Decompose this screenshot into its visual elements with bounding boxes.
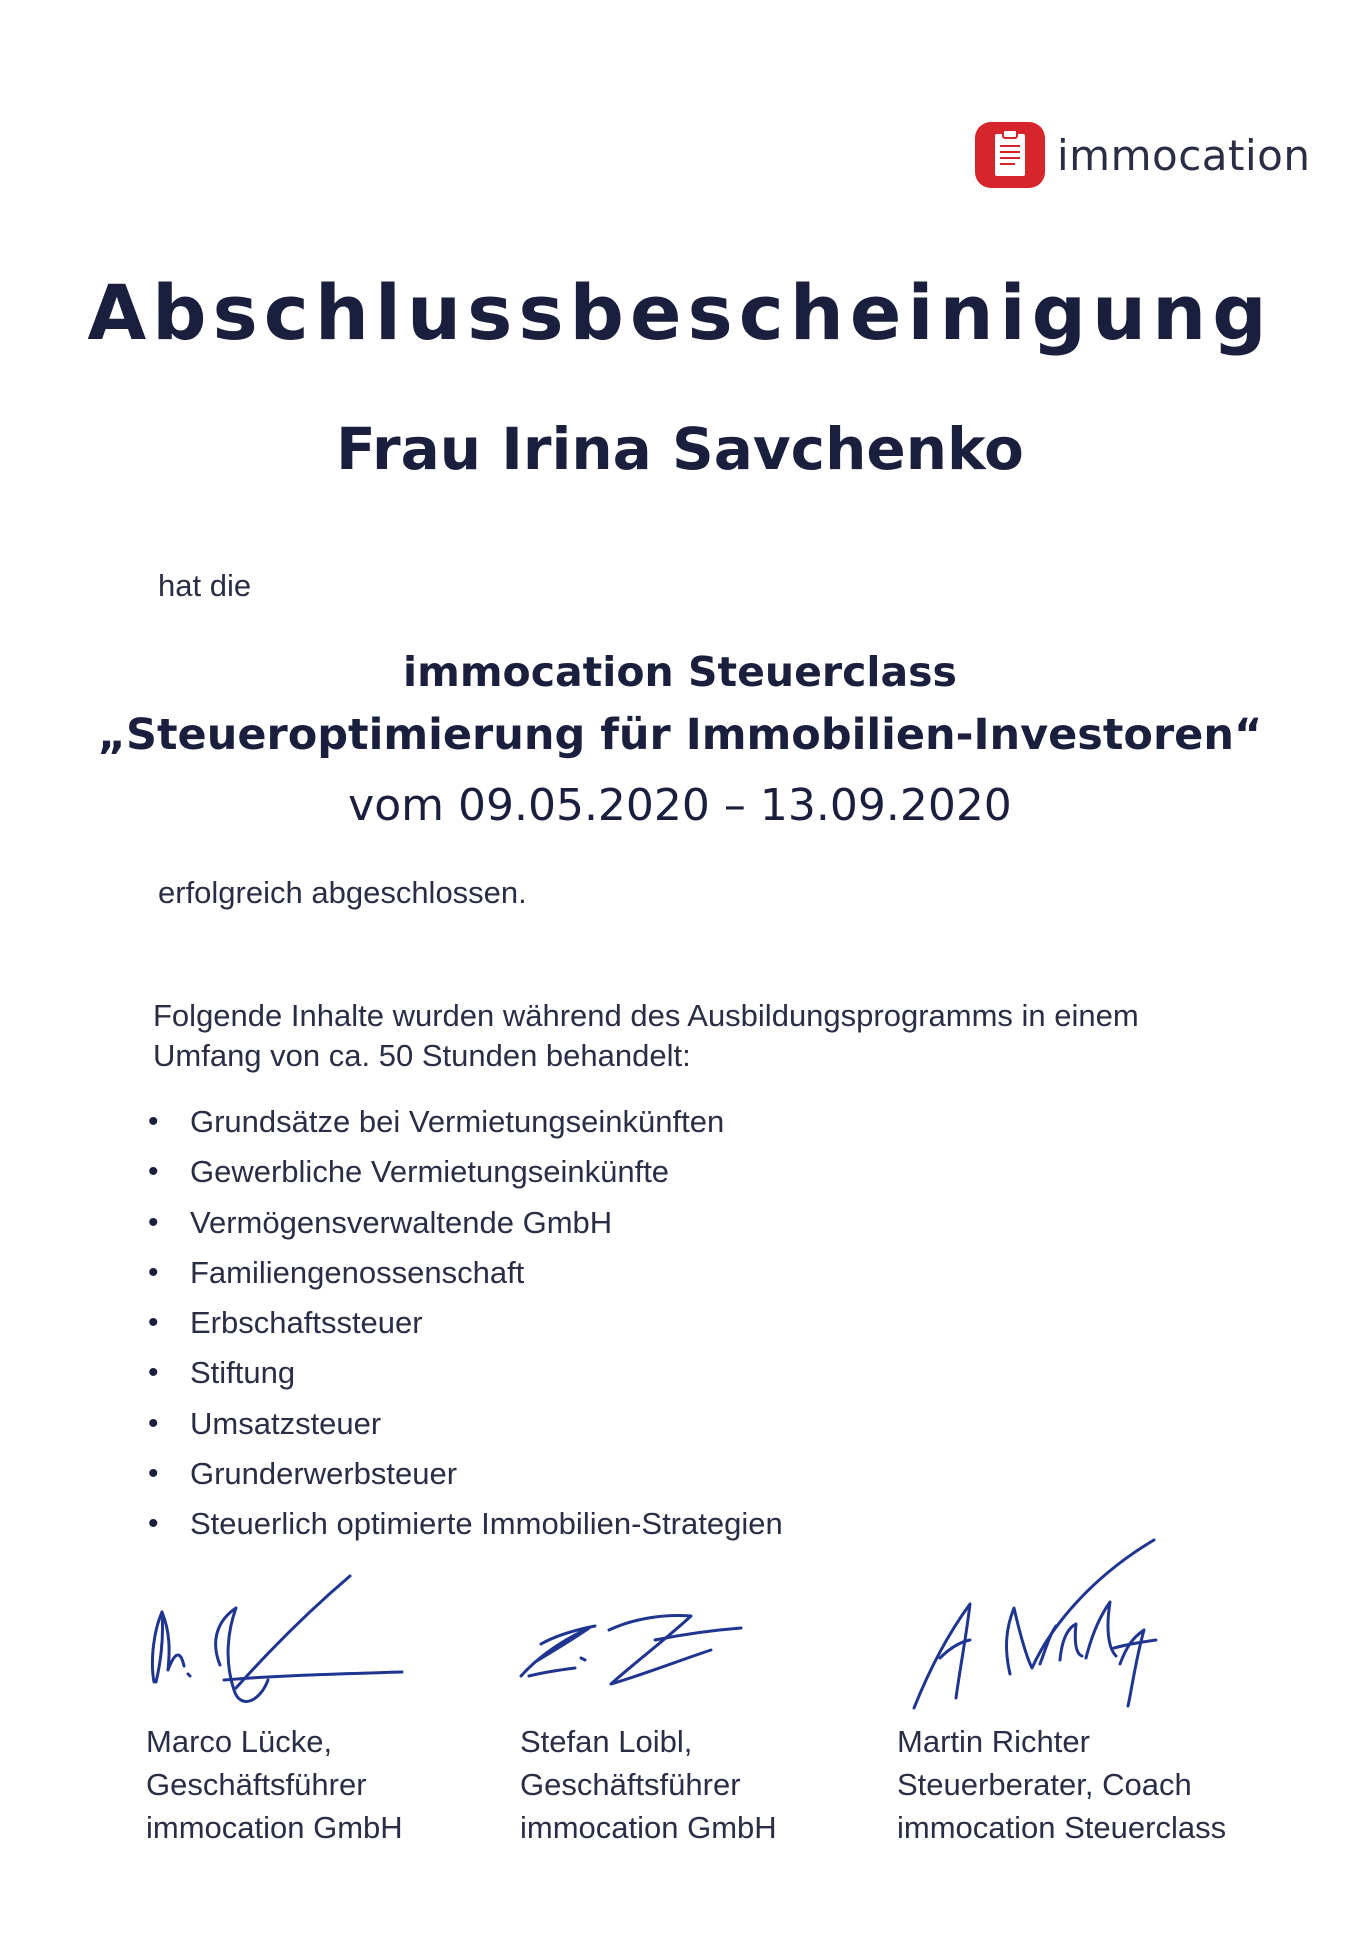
lead-in-text: hat die bbox=[158, 568, 252, 603]
contents-intro-line: Folgende Inhalte wurden während des Ausbildungsprogramms in einem bbox=[153, 998, 1139, 1033]
course-subtitle: „Steueroptimierung für Immobilien-Investoren“ bbox=[97, 710, 1263, 760]
signer-name: Stefan Loibl, bbox=[520, 1724, 693, 1759]
topic-item: • Grunderwerbsteuer bbox=[148, 1454, 783, 1504]
signer-org: immocation GmbH bbox=[146, 1810, 403, 1845]
completion-text: erfolgreich abgeschlossen. bbox=[158, 875, 527, 910]
logo-wordmark: immocation bbox=[1057, 130, 1311, 180]
course-dates: vom 09.05.2020 – 13.09.2020 bbox=[348, 780, 1012, 831]
recipient-name: Frau Irina Savchenko bbox=[336, 415, 1024, 483]
contents-intro bbox=[153, 996, 1213, 1076]
signer-block bbox=[520, 1720, 777, 1849]
signature-marco-luecke bbox=[140, 1570, 410, 1740]
signature-martin-richter bbox=[900, 1538, 1190, 1738]
topic-item: • Erbschaftssteuer bbox=[148, 1303, 783, 1353]
signer-name: Martin Richter bbox=[897, 1724, 1090, 1759]
company-logo bbox=[975, 122, 1310, 188]
topic-item: • Stiftung bbox=[148, 1353, 783, 1403]
signature-stefan-loibl bbox=[515, 1600, 745, 1710]
contents-intro-line: Umfang von ca. 50 Stunden behandelt: bbox=[153, 1038, 691, 1073]
signer-role: Geschäftsführer bbox=[520, 1767, 741, 1802]
topic-item: • Grundsätze bei Vermietungseinkünften bbox=[148, 1102, 783, 1152]
signer-block bbox=[897, 1720, 1226, 1849]
topic-item: • Vermögensverwaltende GmbH bbox=[148, 1203, 783, 1253]
signer-org: immocation Steuerclass bbox=[897, 1810, 1227, 1845]
signer-role: Geschäftsführer bbox=[146, 1767, 367, 1802]
signer-org: immocation GmbH bbox=[520, 1810, 777, 1845]
course-name: immocation Steuerclass bbox=[403, 648, 957, 696]
topic-item: • Steuerlich optimierte Immobilien-Strategien bbox=[148, 1504, 783, 1554]
certificate-title: Abschlussbescheinigung bbox=[87, 268, 1273, 357]
topic-item: • Familiengenossenschaft bbox=[148, 1253, 783, 1303]
signer-block bbox=[146, 1720, 403, 1849]
signer-role: Steuerberater, Coach bbox=[897, 1767, 1192, 1802]
clipboard-icon bbox=[975, 122, 1045, 188]
topic-item: • Umsatzsteuer bbox=[148, 1404, 783, 1454]
topics-list bbox=[148, 1102, 783, 1555]
topic-item: • Gewerbliche Vermietungseinkünfte bbox=[148, 1152, 783, 1202]
signer-name: Marco Lücke, bbox=[146, 1724, 333, 1759]
